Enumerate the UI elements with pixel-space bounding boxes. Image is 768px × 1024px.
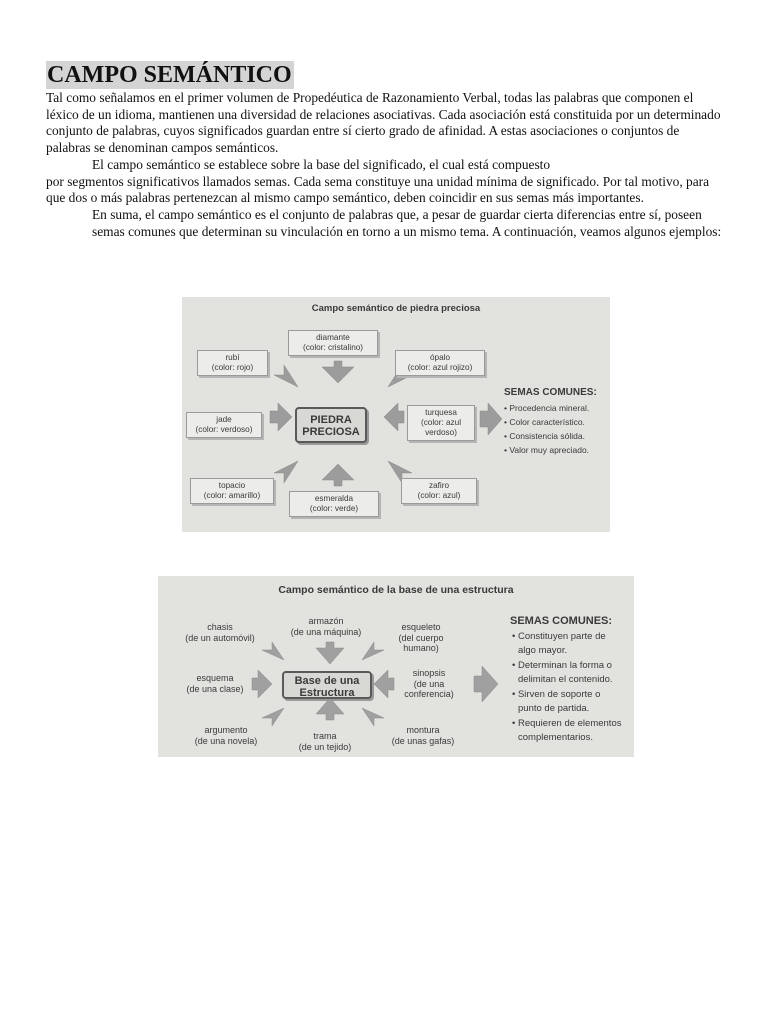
figure1-title: Campo semántico de piedra preciosa — [311, 303, 481, 314]
arrow-diagonal-icon — [362, 708, 384, 726]
node-turquesa: turquesa (color: azul verdoso) — [407, 405, 475, 441]
arrow-up-icon — [316, 698, 344, 720]
paragraph-2: El campo semántico se establece sobre la base del significado, el cual está compuesto — [92, 156, 551, 172]
node-topacio: topacio (color: amarillo) — [190, 478, 274, 504]
figure2-title: Campo semántico de la base de una estructura — [278, 584, 514, 596]
sema-item: • Determinan la forma o — [512, 659, 612, 671]
arrow-down-icon — [322, 361, 354, 383]
arrow-left-icon — [374, 670, 394, 698]
node-esmeralda: esmeralda (color: verde) — [289, 491, 379, 517]
arrow-left-icon — [384, 403, 404, 431]
node-armazon: armazón (de una máquina) — [290, 616, 362, 637]
semas-title: SEMAS COMUNES: — [504, 387, 597, 398]
node-esquema: esquema (de una clase) — [186, 673, 244, 694]
node-argumento: argumento (de una novela) — [194, 725, 258, 746]
center-base-estructura: Base de una Estructura — [282, 671, 372, 699]
body-text — [46, 90, 722, 240]
arrow-right-icon — [270, 403, 292, 431]
sema-item: • Procedencia mineral. — [504, 401, 597, 415]
sema-item-cont: algo mayor. — [518, 645, 568, 656]
node-opalo: ópalo (color: azul rojizo) — [395, 350, 485, 376]
paragraph-3: por segmentos significativos llamados semas. Cada sema constituye una unidad mínima de significado. Por tal motivo, para que dos o más palabras pertenezcan al mismo campo semántico, deben coincidir en sus semas más importantes. — [46, 173, 710, 206]
sema-item-cont: complementarios. — [518, 732, 593, 743]
paragraph-1: Tal como señalamos en el primer volumen de Propedéutica de Razonamiento Verbal, todas las palabras que componen el léxico de un idioma, mantienen una diversidad de relaciones asociativas. Cada asociación está constituida por un determinado conjunto de palabras, cuyos significados guardan entre sí cierto grado de afinidad. A estas asociaciones o conjuntos de palabras se denominan campos semánticos. — [46, 90, 721, 156]
figure-base-estructura — [158, 576, 634, 757]
sema-item: • Valor muy apreciado. — [504, 443, 597, 457]
center-piedra-preciosa: PIEDRA PRECIOSA — [295, 407, 367, 443]
sema-item-cont: delimitan el contenido. — [518, 674, 613, 685]
arrow-up-icon — [322, 464, 354, 486]
node-sinopsis: sinopsis (de una conferencia) — [404, 668, 454, 699]
paragraph-4: En suma, el campo semántico es el conjunto de palabras que, a pesar de guardar cierta diferencias entre sí, poseen semas comunes que determinan su vinculación en torno a un mismo tema. A continuación, veamos algunos ejemplos: — [92, 206, 722, 239]
sema-item: • Sirven de soporte o — [512, 688, 601, 700]
sema-item: • Consistencia sólida. — [504, 429, 597, 443]
sema-item-cont: punto de partida. — [518, 703, 590, 714]
node-chasis: chasis (de un automóvil) — [185, 622, 255, 643]
semas-list — [504, 401, 597, 457]
arrow-to-semas-icon — [480, 403, 502, 435]
node-jade: jade (color: verdoso) — [186, 412, 262, 438]
page-title: CAMPO SEMÁNTICO — [47, 62, 292, 88]
arrow-to-semas-icon — [474, 666, 498, 702]
arrow-diagonal-icon — [274, 461, 298, 483]
arrow-diagonal-icon — [262, 708, 284, 726]
arrow-diagonal-icon — [262, 642, 284, 660]
node-diamante: diamante (color: cristalino) — [288, 330, 378, 356]
arrow-down-icon — [316, 642, 344, 664]
semas-title: SEMAS COMUNES: — [510, 615, 613, 627]
figure-piedra-preciosa — [182, 297, 610, 532]
sema-item: • Color característico. — [504, 415, 597, 429]
arrow-diagonal-icon — [274, 365, 298, 387]
sema-item: • Requieren de elementos — [512, 717, 622, 729]
node-zafiro: zafiro (color: azul) — [401, 478, 477, 504]
node-esqueleto: esqueleto (del cuerpo humano) — [398, 622, 444, 653]
figure2-semas — [510, 614, 621, 746]
figure1-semas — [504, 386, 597, 457]
node-trama: trama (de un tejido) — [298, 731, 352, 752]
sema-item: • Constituyen parte de — [512, 630, 606, 642]
node-montura: montura (de unas gafas) — [391, 725, 455, 746]
node-rubi: rubí (color: rojo) — [197, 350, 268, 376]
